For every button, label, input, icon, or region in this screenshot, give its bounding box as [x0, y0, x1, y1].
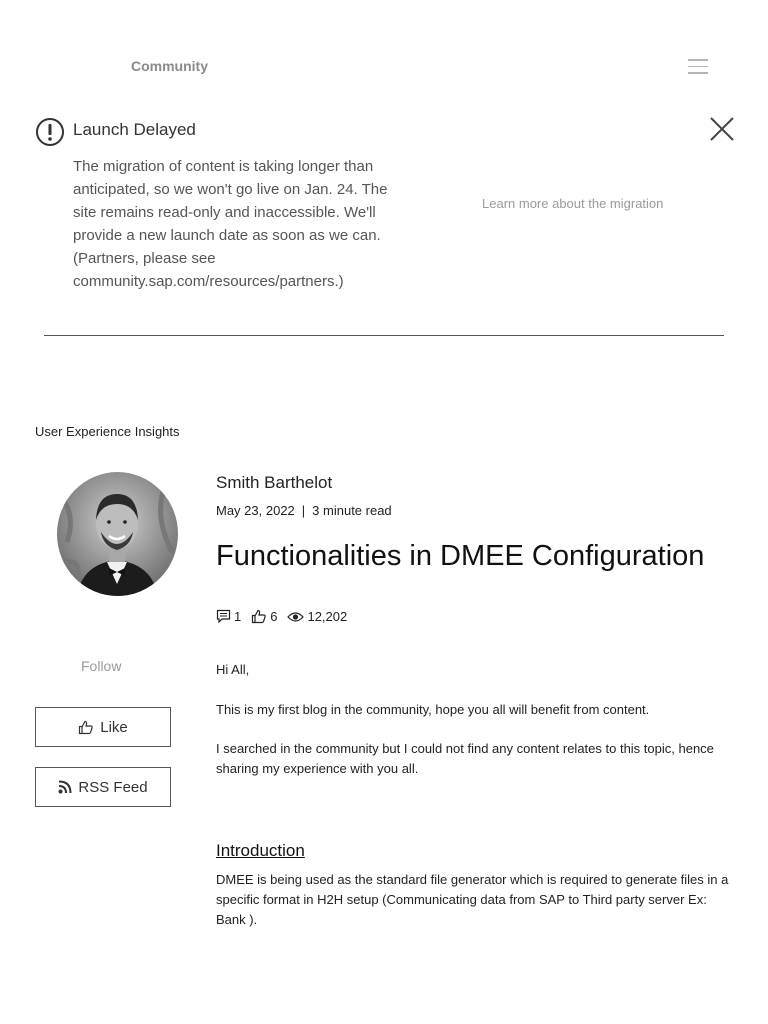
view-count-value: 12,202: [307, 609, 348, 624]
exclamation-circle-icon: [35, 117, 65, 147]
alert-title: Launch Delayed: [73, 120, 196, 139]
post-paragraph: DMEE is being used as the standard file generator which is required to generate files in a specific format in H2H setup (Communicating data from SAP to Third party server Ex: Bank ).: [216, 872, 729, 927]
post-date: May 23, 2022: [216, 503, 295, 518]
comment-icon: [216, 609, 231, 624]
author-avatar[interactable]: [57, 472, 178, 596]
rss-feed-button[interactable]: [35, 767, 171, 807]
alert-message: The migration of content is taking longer than anticipated, so we won't go live on Jan. 24. The site remains read-only and inaccessible. We'll provide a new launch date as soon as we can. (Partners, please see community.sap.com/resources/partners.): [73, 158, 388, 290]
meta-separator: |: [301, 503, 306, 518]
thumbs-up-icon: [78, 720, 94, 735]
like-count-value: 6: [270, 609, 278, 624]
like-count[interactable]: [251, 609, 277, 624]
author-name[interactable]: Smith Barthelot: [216, 473, 333, 492]
post-paragraph: I searched in the community but I could not find any content relates to this topic, hence sharing my experience with you all.: [216, 741, 714, 776]
rss-feed-label: RSS Feed: [78, 778, 148, 796]
migration-info-link[interactable]: Learn more about the migration: [482, 196, 664, 211]
post-meta: [216, 503, 392, 518]
comment-count[interactable]: [216, 609, 241, 624]
view-count: [287, 609, 347, 624]
eye-icon: [287, 611, 304, 623]
community-brand[interactable]: Community: [131, 58, 208, 74]
read-time: 3 minute read: [312, 503, 392, 518]
alert-divider: [44, 335, 724, 336]
close-icon[interactable]: [708, 115, 736, 143]
like-button[interactable]: [35, 707, 171, 747]
section-heading-introduction: Introduction: [216, 841, 305, 860]
rss-icon: [58, 780, 72, 794]
like-button-label: Like: [100, 718, 128, 736]
blog-category[interactable]: User Experience Insights: [35, 424, 180, 439]
thumbs-up-icon: [251, 609, 267, 624]
post-paragraph: This is my first blog in the community, hope you all will benefit from content.: [216, 702, 650, 717]
post-greeting: Hi All,: [216, 662, 250, 677]
comment-count-value: 1: [234, 609, 242, 624]
post-title: Functionalities in DMEE Configuration: [216, 540, 705, 572]
hamburger-icon[interactable]: [688, 59, 708, 75]
post-stats: [216, 609, 357, 624]
follow-button[interactable]: Follow: [81, 658, 122, 674]
